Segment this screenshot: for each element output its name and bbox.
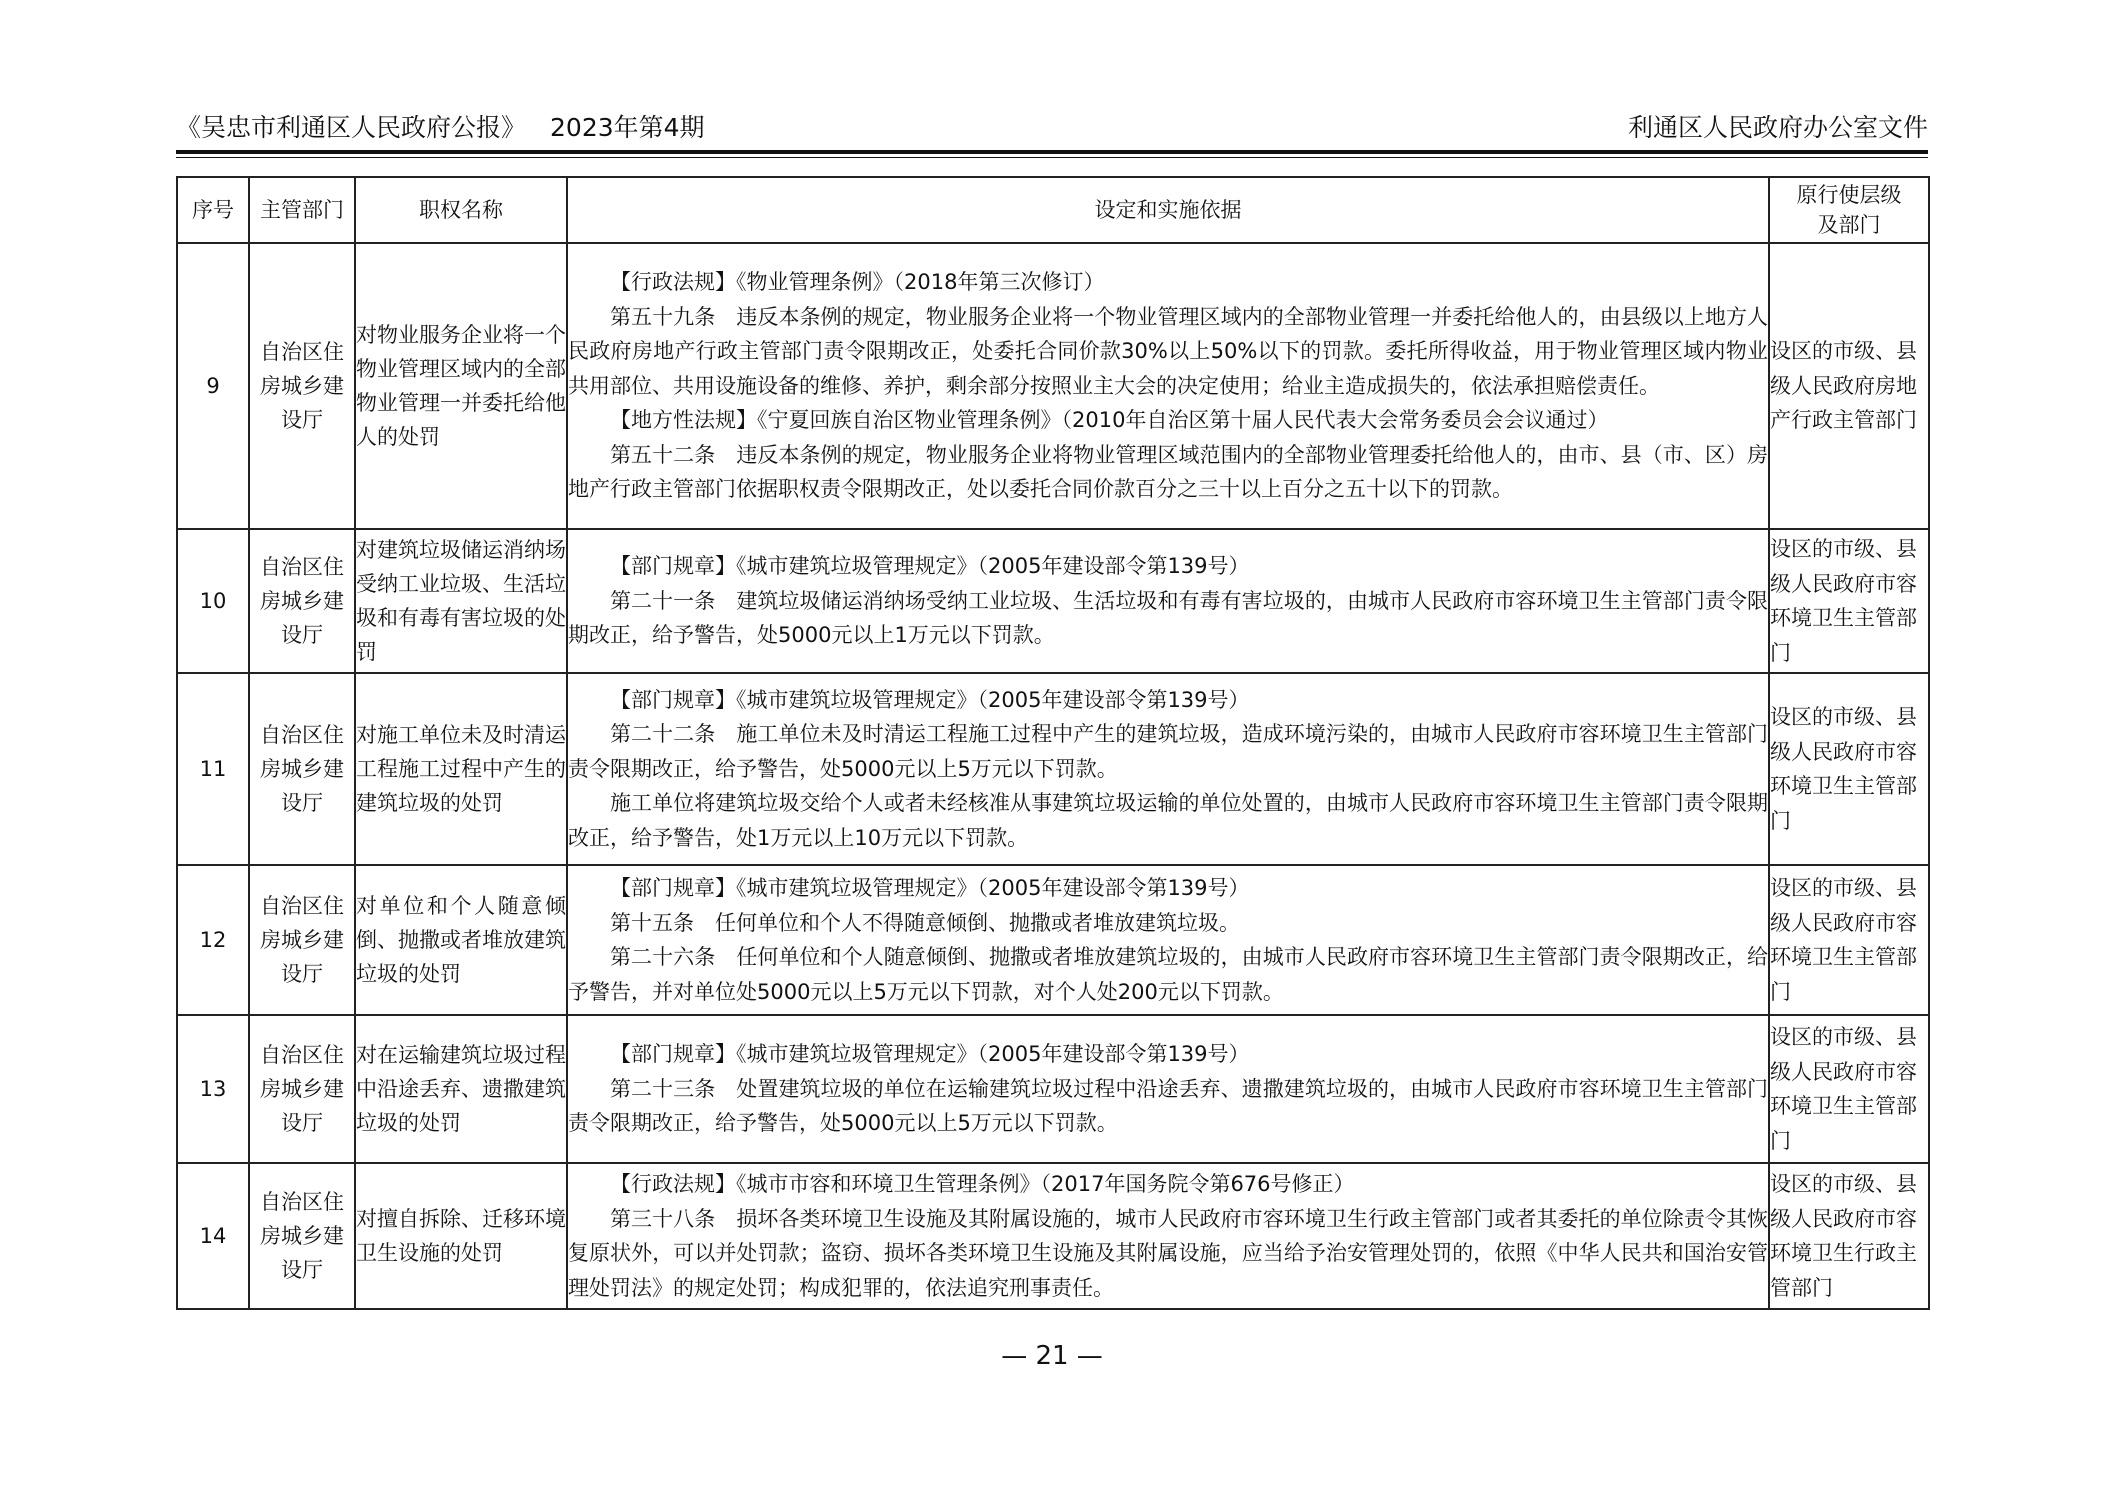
header-rule-thick: [176, 150, 1928, 154]
table-row: [177, 243, 1929, 529]
page-number: — 21 —: [1001, 1341, 1103, 1371]
row-authority-name: 对在运输建筑垃圾过程中沿途丢弃、遗撒建筑垃圾的处罚: [355, 1015, 567, 1163]
row-original-level: 设区的市级、县级人民政府市容环境卫生主管部门: [1769, 865, 1929, 1015]
row-dept: 自治区住房城乡建设厅: [249, 673, 355, 865]
col-header-no: 序号: [177, 177, 249, 243]
row-basis: [567, 1015, 1769, 1163]
basis-paragraph: 【部门规章】《城市建筑垃圾管理规定》（2005年建设部令第139号）: [610, 687, 1250, 712]
row-dept: 自治区住房城乡建设厅: [249, 1163, 355, 1309]
basis-paragraph: 第三十八条 损坏各类环境卫生设施及其附属设施的，城市人民政府市容环境卫生行政主管部门或者其委托的单位除责令其恢复原状外，可以并处罚款；盗窃、损坏各类环境卫生设施及其附属设施，应当给予治安管理处罚的，依照《中华人民共和国治安管理处罚法》的规定处罚；构成犯罪的，依法追究刑事责任。: [568, 1206, 1768, 1300]
header-publication: 《吴忠市利通区人民政府公报》: [176, 113, 527, 142]
table-row: [177, 673, 1929, 865]
col-header-dept: 主管部门: [249, 177, 355, 243]
basis-paragraph: 第五十九条 违反本条例的规定，物业服务企业将一个物业管理区域内的全部物业管理一并委托给他人的，由县级以上地方人民政府房地产行政主管部门责令限期改正，处委托合同价款30%以上50%以下的罚款。委托所得收益，用于物业管理区域内物业共用部位、共用设施设备的维修、养护，剩余部分按照业主大会的决定使用；给业主造成损失的，依法承担赔偿责任。: [568, 304, 1768, 398]
basis-paragraph: 第二十二条 施工单位未及时清运工程施工过程中产生的建筑垃圾，造成环境污染的，由城市人民政府市容环境卫生主管部门责令限期改正，给予警告，处5000元以上5万元以下罚款。: [568, 722, 1768, 781]
row-authority-name: 对单位和个人随意倾倒、抛撒或者堆放建筑垃圾的处罚: [355, 865, 567, 1015]
basis-paragraph: 第二十三条 处置建筑垃圾的单位在运输建筑垃圾过程中沿途丢弃、遗撒建筑垃圾的，由城市人民政府市容环境卫生主管部门责令限期改正，给予警告，处5000元以上5万元以下罚款。: [568, 1076, 1768, 1136]
row-no: 9: [177, 243, 249, 529]
basis-paragraph: 第五十二条 违反本条例的规定，物业服务企业将物业管理区域范围内的全部物业管理委托给他人的，由市、县（市、区）房地产行政主管部门依据职权责令限期改正，处以委托合同价款百分之三十以上百分之五十以下的罚款。: [568, 442, 1768, 502]
basis-paragraph: 施工单位将建筑垃圾交给个人或者未经核准从事建筑垃圾运输的单位处置的，由城市人民政府市容环境卫生主管部门责令限期改正，给予警告，处1万元以上10万元以下罚款。: [568, 791, 1768, 850]
row-authority-name: 对擅自拆除、迁移环境卫生设施的处罚: [355, 1163, 567, 1309]
header-issue: 2023年第4期: [550, 113, 705, 142]
table-header-row: [177, 177, 1929, 243]
row-no: 10: [177, 529, 249, 673]
row-no: 11: [177, 673, 249, 865]
row-no: 12: [177, 865, 249, 1015]
row-basis: [567, 243, 1769, 529]
row-original-level: 设区的市级、县级人民政府市容环境卫生主管部门: [1769, 1015, 1929, 1163]
row-dept: 自治区住房城乡建设厅: [249, 243, 355, 529]
authority-table: [176, 176, 1930, 1310]
row-original-level: 设区的市级、县级人民政府市容环境卫生主管部门: [1769, 673, 1929, 865]
row-dept: 自治区住房城乡建设厅: [249, 529, 355, 673]
table-row: [177, 865, 1929, 1015]
basis-paragraph: 第二十六条 任何单位和个人随意倾倒、抛撒或者堆放建筑垃圾的，由城市人民政府市容环境卫生主管部门责令限期改正，给予警告，并对单位处5000元以上5万元以下罚款，对个人处200元以下罚款。: [568, 945, 1768, 1004]
basis-paragraph: 第二十一条 建筑垃圾储运消纳场受纳工业垃圾、生活垃圾和有毒有害垃圾的，由城市人民政府市容环境卫生主管部门责令限期改正，给予警告，处5000元以上1万元以下罚款。: [568, 588, 1768, 648]
row-authority-name: 对物业服务企业将一个物业管理区域内的全部物业管理一并委托给他人的处罚: [355, 243, 567, 529]
col-header-orig: 原行使层级 及部门: [1769, 177, 1929, 243]
header-rule-thin: [176, 157, 1928, 158]
basis-paragraph: 【部门规章】《城市建筑垃圾管理规定》（2005年建设部令第139号）: [610, 1042, 1250, 1067]
row-no: 14: [177, 1163, 249, 1309]
basis-paragraph: 【地方性法规】《宁夏回族自治区物业管理条例》（2010年自治区第十届人民代表大会常务委员会会议通过）: [610, 408, 1609, 433]
header-publication-line: [176, 108, 705, 148]
row-dept: 自治区住房城乡建设厅: [249, 1015, 355, 1163]
basis-paragraph: 【行政法规】《物业管理条例》（2018年第三次修订）: [610, 270, 1105, 295]
table-row: [177, 1163, 1929, 1309]
basis-paragraph: 第十五条 任何单位和个人不得随意倾倒、抛撒或者堆放建筑垃圾。: [610, 910, 1240, 935]
row-basis: [567, 865, 1769, 1015]
row-no: 13: [177, 1015, 249, 1163]
row-dept: 自治区住房城乡建设厅: [249, 865, 355, 1015]
row-authority-name: 对建筑垃圾储运消纳场受纳工业垃圾、生活垃圾和有毒有害垃圾的处罚: [355, 529, 567, 673]
row-basis: [567, 673, 1769, 865]
row-original-level: 设区的市级、县级人民政府房地产行政主管部门: [1769, 243, 1929, 529]
row-original-level: 设区的市级、县级人民政府市容环境卫生主管部门: [1769, 529, 1929, 673]
row-authority-name: 对施工单位未及时清运工程施工过程中产生的建筑垃圾的处罚: [355, 673, 567, 865]
row-basis: [567, 1163, 1769, 1309]
basis-paragraph: 【行政法规】《城市市容和环境卫生管理条例》（2017年国务院令第676号修正）: [610, 1172, 1355, 1196]
header-right-title: 利通区人民政府办公室文件: [1627, 113, 1928, 142]
row-basis: [567, 529, 1769, 673]
col-header-basis: 设定和实施依据: [567, 177, 1769, 243]
page-header: [176, 108, 1928, 148]
basis-paragraph: 【部门规章】《城市建筑垃圾管理规定》（2005年建设部令第139号）: [610, 876, 1250, 900]
table-row: [177, 529, 1929, 673]
col-header-name: 职权名称: [355, 177, 567, 243]
basis-paragraph: 【部门规章】《城市建筑垃圾管理规定》（2005年建设部令第139号）: [610, 554, 1250, 579]
table-row: [177, 1015, 1929, 1163]
row-original-level: 设区的市级、县级人民政府市容环境卫生行政主管部门: [1769, 1163, 1929, 1309]
